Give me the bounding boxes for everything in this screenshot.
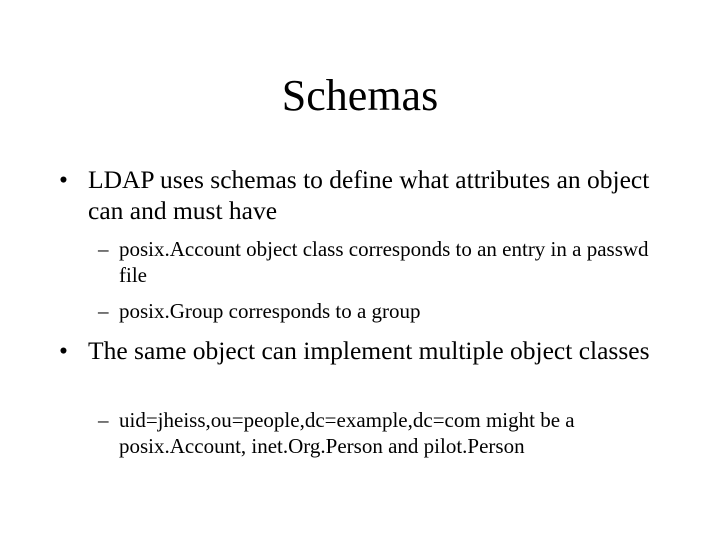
bullet-item <box>59 164 679 226</box>
sub-bullet-text: posix.Group corresponds to a group <box>119 299 421 323</box>
sub-bullet-item <box>98 236 658 288</box>
sub-bullet-text: uid=jheiss,ou=people,dc=example,dc=com might be a posix.Account, inet.Org.Person and pilot.Person <box>119 408 575 458</box>
bullet-text: The same object can implement multiple object classes <box>88 336 650 365</box>
sub-bullet-item <box>98 407 658 459</box>
bullet-marker: • <box>59 165 68 194</box>
sub-bullet-marker: – <box>98 299 109 323</box>
slide-title: Schemas <box>281 71 439 120</box>
bullet-marker: • <box>59 336 68 365</box>
sub-bullet-marker: – <box>98 408 109 432</box>
sub-bullet-marker: – <box>98 237 109 261</box>
bullet-text: LDAP uses schemas to define what attributes an object can and must have <box>88 165 650 225</box>
bullet-item <box>59 335 679 366</box>
sub-bullet-text: posix.Account object class corresponds to an entry in a passwd file <box>119 237 649 287</box>
sub-bullet-item <box>98 298 658 324</box>
